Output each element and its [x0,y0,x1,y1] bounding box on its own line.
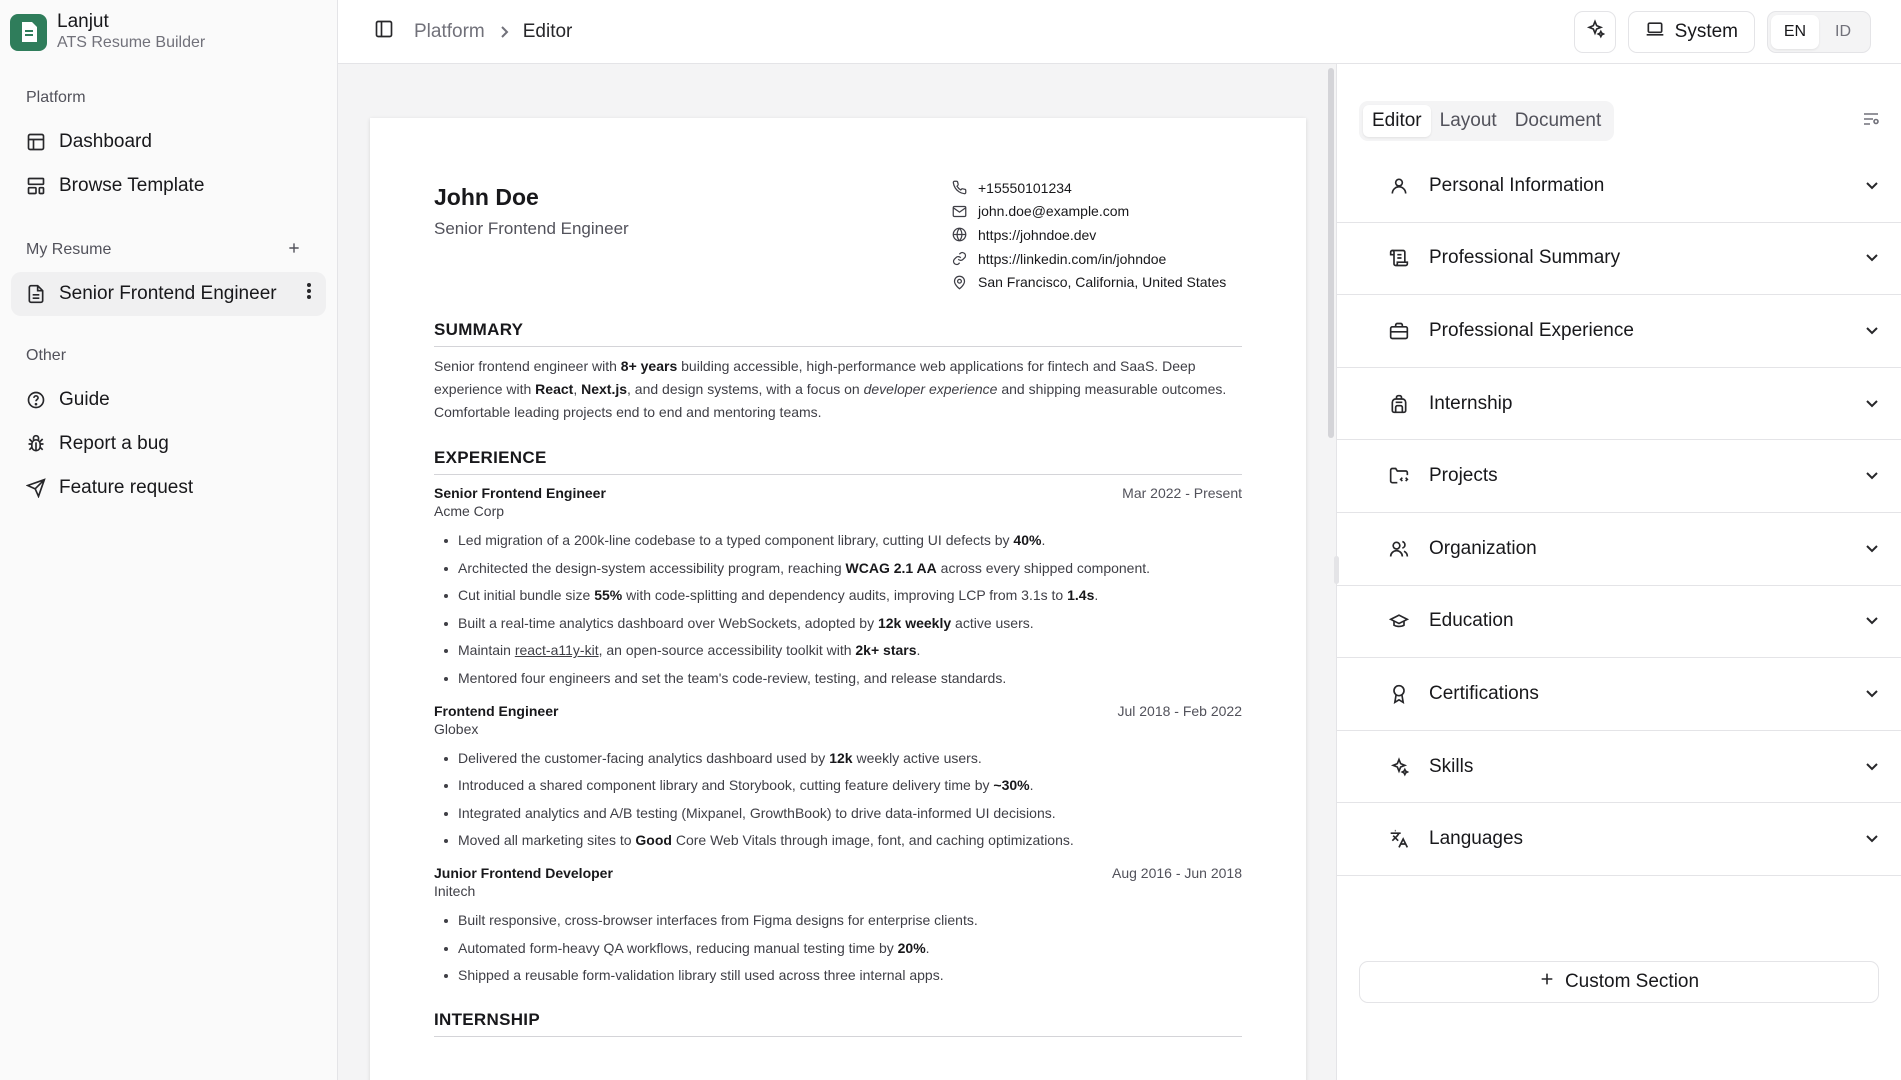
sidebar-toggle-icon[interactable] [374,19,394,44]
sparkles-icon [1585,19,1605,44]
file-icon [25,283,47,305]
chevron-down-icon [1865,544,1879,554]
editor-tabs [1359,101,1614,141]
backpack-icon [1389,394,1413,414]
job-bullet: Shipped a reusable form-validation library still used across three internal apps. [434,962,1242,990]
theme-system-button[interactable] [1628,11,1755,53]
panel-resize-handle[interactable] [1334,556,1339,584]
section-professional-experience[interactable] [1337,295,1901,368]
job-entry [434,865,1242,990]
sidebar-item-label: Report a bug [59,433,169,454]
sidebar-item-senior-frontend-engineer[interactable] [11,272,326,316]
contact-linkedin [952,247,1242,271]
contact-location-text: San Francisco, California, United States [978,274,1227,291]
link-icon [952,251,970,266]
laptop-icon [1645,20,1665,44]
section-label: Languages [1429,828,1524,850]
contact-location [952,270,1242,294]
sparkles-icon [1389,757,1413,777]
language-toggle [1767,11,1871,53]
chevron-right-icon [499,25,509,39]
section-certifications[interactable] [1337,658,1901,731]
user-icon [1389,176,1413,196]
platform-group-label: Platform [26,89,86,106]
contact-linkedin-text: https://linkedin.com/in/johndoe [978,250,1167,267]
layout-icon [25,131,47,153]
sidebar-item-label: Dashboard [59,131,152,152]
job-bullet: Architected the design-system accessibility program, reaching WCAG 2.1 AA across every shipped component. [434,555,1242,583]
section-label: Organization [1429,537,1537,559]
lang-id-option[interactable]: ID [1835,22,1851,40]
sidebar-item-report-bug[interactable] [11,422,326,466]
add-resume-icon[interactable] [287,241,301,260]
sidebar-item-dashboard[interactable] [11,120,326,164]
help-circle-icon [25,389,47,411]
phone-icon [952,180,970,195]
internship-heading: INTERNSHIP [434,1010,1242,1037]
job-bullet: Built a real-time analytics dashboard over WebSockets, adopted by 12k weekly active users. [434,610,1242,638]
job-bullet: Introduced a shared component library and Storybook, cutting feature delivery time by ~30%. [434,772,1242,800]
resume-name: John Doe [434,184,539,210]
globe-icon [952,227,970,242]
chevron-down-icon [1865,181,1879,191]
breadcrumb-editor: Editor [522,20,573,42]
job-title: Junior Frontend Developer [434,864,613,881]
sidebar-item-label: Feature request [59,477,194,498]
app-subtitle: ATS Resume Builder [57,34,206,51]
resume-contacts [952,176,1242,294]
editor-panel [1336,64,1901,1080]
section-projects[interactable] [1337,440,1901,513]
job-bullet: Mentored four engineers and set the team's code-review, testing, and release standards. [434,665,1242,693]
job-bullet: Automated form-heavy QA workflows, reducing manual testing time by 20%. [434,935,1242,963]
send-icon [25,477,47,499]
resume-page [370,118,1306,1080]
job-title: Frontend Engineer [434,702,559,719]
job-bullet: Led migration of a 200k-line codebase to a typed component library, cutting UI defects by 40%. [434,527,1242,555]
list-filter-icon[interactable] [1863,112,1879,131]
section-label: Professional Experience [1429,319,1634,341]
job-dates: Jul 2018 - Feb 2022 [1117,702,1242,719]
other-group-label: Other [26,347,67,364]
app-logo-icon [10,14,47,51]
chevron-down-icon [1865,326,1879,336]
section-label: Certifications [1429,682,1539,704]
chevron-down-icon [1865,399,1879,409]
contact-email-text: john.doe@example.com [978,203,1130,220]
job-bullet: Integrated analytics and A/B testing (Mixpanel, GrowthBook) to drive data-informed UI decisions. [434,800,1242,828]
map-pin-icon [952,275,970,290]
job-title: Senior Frontend Engineer [434,484,606,501]
app-title: Lanjut [57,11,109,32]
job-dates: Aug 2016 - Jun 2018 [1112,864,1242,881]
section-accordion [1337,150,1901,876]
contact-phone-text: +15550101234 [978,179,1072,196]
main-area [338,0,1901,1080]
chevron-down-icon [1865,471,1879,481]
job-company: Initech [434,882,476,899]
brand[interactable] [0,0,337,64]
job-bullet: Delivered the customer-facing analytics dashboard used by 12k weekly active users. [434,745,1242,773]
section-professional-summary[interactable] [1337,223,1901,296]
graduation-cap-icon [1389,611,1413,631]
summary-text: Senior frontend engineer with 8+ years building accessible, high-performance web applications for fintech and SaaS. Deep experience with React, Next.js, and design systems, with a focus on developer experience and shipping measurable outcomes. Comfortable leading projects end to end and mentoring teams. [434,357,1227,420]
tab-document[interactable]: Document [1514,110,1602,131]
job-bullet: Maintain react-a11y-kit, an open-source accessibility toolkit with 2k+ stars. [434,637,1242,665]
project-link[interactable]: react-a11y-kit [514,642,599,659]
add-custom-section-button[interactable] [1359,961,1879,1003]
job-bullet: Built responsive, cross-browser interfaces from Figma designs for enterprise clients. [434,907,1242,935]
experience-heading: EXPERIENCE [434,448,1242,475]
languages-icon [1389,829,1413,849]
section-organization[interactable] [1337,513,1901,586]
contact-email [952,200,1242,224]
my-resume-group-label: My Resume [26,241,112,258]
award-icon [1389,684,1413,704]
sidebar [0,0,338,1080]
preview-scrollbar[interactable] [1328,68,1334,438]
folder-code-icon [1389,466,1413,486]
sidebar-item-label: Browse Template [59,175,205,196]
section-personal-information[interactable] [1337,150,1901,223]
tab-editor[interactable]: Editor [1363,105,1431,137]
summary-heading: SUMMARY [434,320,1242,347]
job-company: Acme Corp [434,502,505,519]
breadcrumb [394,21,572,43]
section-label: Internship [1429,392,1513,414]
resume-role: Senior Frontend Engineer [434,219,629,238]
job-company: Globex [434,720,479,737]
sidebar-item-guide[interactable] [11,378,326,422]
section-label: Professional Summary [1429,247,1621,269]
section-skills[interactable] [1337,731,1901,804]
chevron-down-icon [1865,616,1879,626]
contact-website [952,223,1242,247]
sidebar-item-browse-template[interactable] [11,164,326,208]
breadcrumb-platform[interactable]: Platform [414,20,485,42]
theme-label: System [1674,20,1738,42]
custom-section-label: Custom Section [1564,971,1700,992]
job-bullet: Moved all marketing sites to Good Core Web Vitals through image, font, and caching optimizations. [434,827,1242,855]
job-entry [434,703,1242,855]
contact-phone [952,176,1242,200]
section-label: Personal Information [1429,174,1605,196]
chevron-down-icon [1865,253,1879,263]
section-label: Education [1429,610,1514,632]
resume-preview-canvas [338,64,1336,1080]
job-bullet: Cut initial bundle size 55% with code-splitting and dependency audits, improving LCP from 3.1s to 1.4s. [434,582,1242,610]
bug-icon [25,433,47,455]
section-internship[interactable] [1337,368,1901,441]
chevron-down-icon [1865,689,1879,699]
section-languages[interactable] [1337,803,1901,876]
template-icon [25,175,47,197]
job-dates: Mar 2022 - Present [1122,484,1242,501]
plus-icon [1539,971,1555,993]
sidebar-item-feature-request[interactable] [11,466,326,510]
chevron-down-icon [1865,834,1879,844]
more-vertical-icon[interactable] [306,282,312,306]
sidebar-item-label: Guide [59,389,110,410]
topbar [338,0,1901,64]
scroll-text-icon [1389,248,1413,268]
section-education[interactable] [1337,586,1901,659]
ai-sparkle-button[interactable] [1574,11,1616,53]
briefcase-icon [1389,321,1413,341]
section-label: Skills [1429,755,1474,777]
mail-icon [952,204,970,219]
sidebar-item-label: Senior Frontend Engineer [59,283,277,304]
contact-website-text: https://johndoe.dev [978,226,1097,243]
tab-layout[interactable]: Layout [1439,110,1497,131]
users-icon [1389,539,1413,559]
job-entry [434,485,1242,693]
chevron-down-icon [1865,762,1879,772]
section-label: Projects [1429,465,1498,487]
lang-en-option[interactable]: EN [1771,15,1819,49]
